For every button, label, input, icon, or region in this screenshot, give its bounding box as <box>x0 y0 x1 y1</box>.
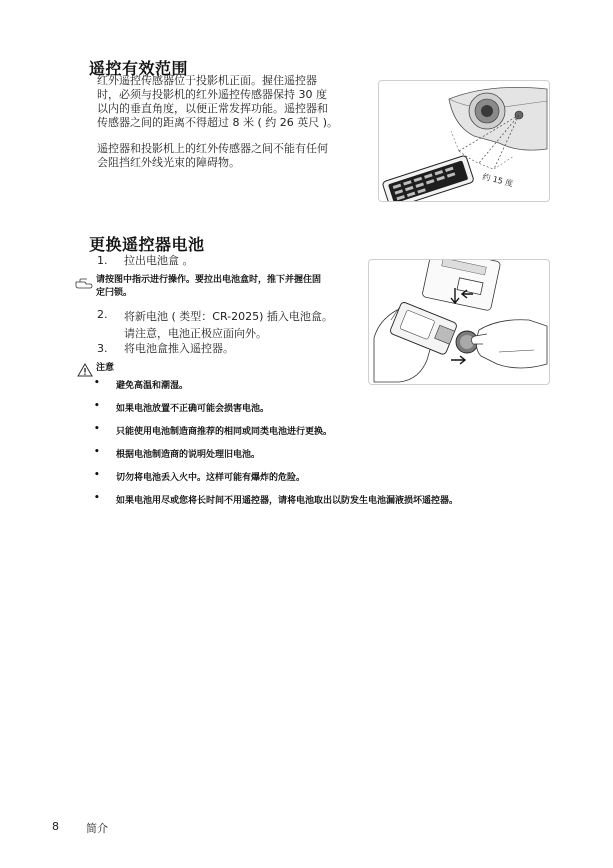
step-3-text: 将电池盒推入遥控器。 <box>124 342 234 355</box>
step-number-2: 2. <box>97 308 108 321</box>
warning-triangle-icon <box>77 362 93 381</box>
range-line: 时，必须与投影机的红外遥控传感器保持 30 度 <box>97 88 327 101</box>
range-line: 以内的垂直角度，以便正常发挥功能。遥控器和 <box>97 102 328 115</box>
hint-hand-icon <box>75 275 93 294</box>
bullet-dot: • <box>94 424 100 434</box>
bullet-dot: • <box>94 378 100 388</box>
note-label: 注意 <box>96 363 115 373</box>
range-line: 会阻挡红外线光束的障碍物。 <box>97 156 240 169</box>
bullet-text: 根据电池制造商的说明处理旧电池。 <box>116 450 261 460</box>
bullet-text: 如果电池用尽或您将长时间不用遥控器，请将电池取出以防发生电池漏液损坏遥控器。 <box>116 496 459 506</box>
range-paragraph-1 <box>97 74 367 130</box>
range-paragraph-2 <box>97 142 367 170</box>
bullet-dot: • <box>94 447 100 457</box>
range-line: 红外遥控传感器位于投影机正面。握住遥控器 <box>97 74 317 87</box>
step-2-line: 请注意，电池正极应面向外。 <box>124 327 267 340</box>
hint-line: 定闩锁。 <box>96 288 133 298</box>
bullet-dot: • <box>94 470 100 480</box>
step-1-text: 拉出电池盒 。 <box>124 254 194 267</box>
step-2-text <box>124 308 374 342</box>
step-2-line: 将新电池 ( 类型：CR-2025) 插入电池盒。 <box>124 310 333 323</box>
footer-section-name: 简介 <box>86 822 108 835</box>
bullet-dot: • <box>94 493 100 503</box>
angle-label: 约 15 度 <box>481 172 515 189</box>
range-line: 传感器之间的距离不得超过 8 米 ( 约 26 英尺 )。 <box>97 116 339 129</box>
bullet-dot: • <box>94 401 100 411</box>
bullet-text: 只能使用电池制造商推荐的相同或同类电池进行更换。 <box>116 427 333 437</box>
bullet-text: 如果电池放置不正确可能会损害电池。 <box>116 404 270 414</box>
step-number-1: 1. <box>97 254 108 267</box>
hint-text <box>96 274 366 300</box>
range-line: 遥控器和投影机上的红外传感器之间不能有任何 <box>97 142 328 155</box>
projector-range-illustration <box>378 80 550 202</box>
battery-drawing <box>369 260 549 384</box>
page-number: 8 <box>52 820 59 833</box>
battery-replacement-illustration <box>368 259 550 385</box>
bullet-text: 切勿将电池丢入火中。这样可能有爆炸的危险。 <box>116 473 306 483</box>
section-title-replace-battery: 更换遥控器电池 <box>89 235 205 254</box>
projector-remote-drawing <box>379 81 549 201</box>
hint-line: 请按图中指示进行操作。要拉出电池盒时，推下并握住固 <box>96 275 322 285</box>
step-number-3: 3. <box>97 342 108 355</box>
bullet-text: 避免高温和潮湿。 <box>116 381 189 391</box>
section-title-remote-range: 遥控有效范围 <box>89 59 189 78</box>
